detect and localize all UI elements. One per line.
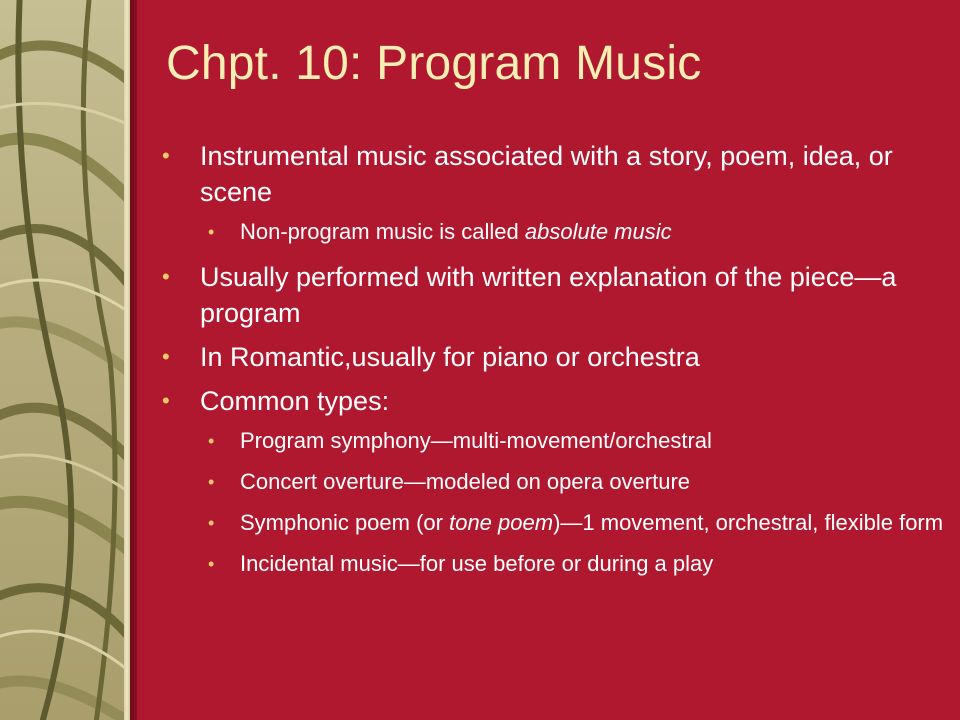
grass-leaf-icon — [0, 0, 130, 720]
sub-bullet-text: Program symphony—multi-movement/orchestral — [240, 428, 712, 453]
bullet-dot-icon: • — [162, 388, 170, 413]
bullet-item — [162, 259, 952, 331]
bullet-text: Usually performed with written explanation of the piece—a program — [200, 262, 897, 328]
bullet-text: Common types: — [200, 386, 390, 416]
bullet-dot-icon: • — [162, 344, 170, 369]
sub-bullet-item — [200, 550, 952, 578]
bullet-dot-icon: • — [208, 554, 215, 574]
bullet-list — [162, 138, 952, 591]
bullet-dot-icon: • — [162, 264, 170, 289]
bullet-dot-icon: • — [208, 222, 215, 242]
bullet-item — [162, 138, 952, 246]
slide-title: Chpt. 10: Program Music — [166, 37, 702, 90]
sub-bullet-text: Concert overture—modeled on opera overture — [240, 469, 691, 494]
bullet-item — [162, 383, 952, 578]
sub-bullet-text: Incidental music—for use before or during a play — [240, 551, 714, 576]
bullet-text: In Romantic,usually for piano or orchestra — [200, 342, 700, 372]
sub-bullet-list — [200, 218, 952, 246]
bullet-item — [162, 339, 952, 375]
sub-bullet-item — [200, 509, 952, 537]
divider-dark — [130, 0, 137, 720]
bullet-dot-icon: • — [162, 143, 170, 168]
bullet-dot-icon: • — [208, 431, 215, 451]
sub-bullet-text: Non-program music is called — [240, 219, 525, 244]
sub-bullet-text: Symphonic poem (or — [240, 510, 450, 535]
sub-bullet-emphasis: absolute music — [524, 219, 672, 244]
sub-bullet-item — [200, 427, 952, 455]
sub-bullet-text-after: )—1 movement, orchestral, flexible form — [553, 510, 944, 535]
bullet-text: Instrumental music associated with a story, poem, idea, or scene — [200, 141, 893, 207]
bullet-dot-icon: • — [208, 472, 215, 492]
grass-leaf-decoration — [0, 0, 130, 720]
sub-bullet-emphasis: tone poem — [449, 510, 554, 535]
sub-bullet-list — [200, 427, 952, 578]
bullet-dot-icon: • — [208, 513, 215, 533]
sub-bullet-item — [200, 468, 952, 496]
sub-bullet-item — [200, 218, 952, 246]
